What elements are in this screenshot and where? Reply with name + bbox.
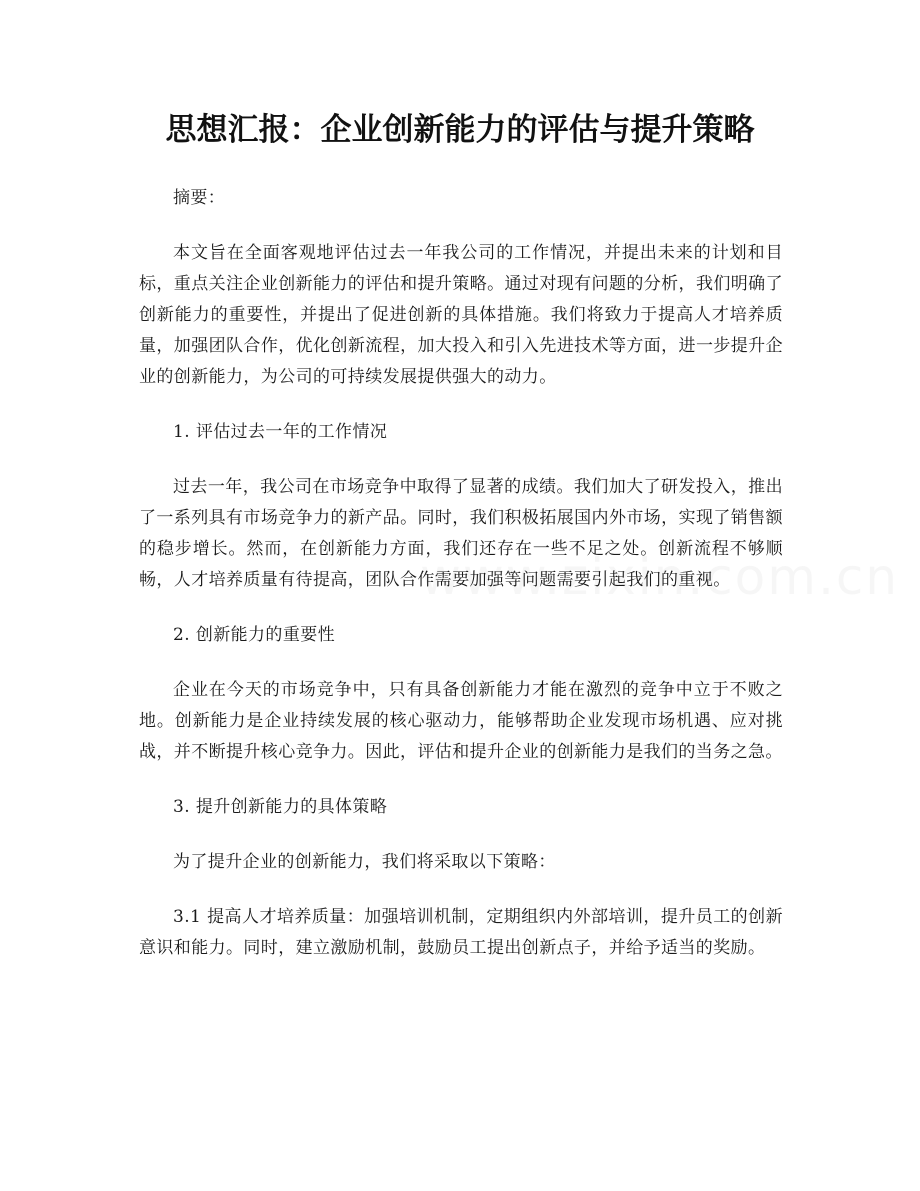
section-heading-3: 3. 提升创新能力的具体策略 <box>173 797 388 817</box>
document-title: 思想汇报：企业创新能力的评估与提升策略 <box>165 112 755 148</box>
abstract-paragraph: 本文旨在全面客观地评估过去一年我公司的工作情况，并提出未来的计划和目标，重点关注企业创新能力的评估和提升策略。通过对现有问题的分析，我们明确了创新能力的重要性，并提出了促进创新的具体措施。我们将致力于提高人才培养质量，加强团队合作，优化创新流程，加大投入和引入先进技术等方面，进一步提升企业的创新能力，为公司的可持续发展提供强大的动力。 <box>139 243 783 387</box>
section-3-1-paragraph: 3.1 提高人才培养质量：加强培训机制，定期组织内外部培训，提升员工的创新意识和能力。同时，建立激励机制，鼓励员工提出创新点子，并给予适当的奖励。 <box>139 907 783 958</box>
section-heading-2: 2. 创新能力的重要性 <box>173 625 336 645</box>
section-heading-1: 1. 评估过去一年的工作情况 <box>173 422 388 442</box>
section-2-paragraph: 企业在今天的市场竞争中，只有具备创新能力才能在激烈的竞争中立于不败之地。创新能力是企业持续发展的核心驱动力，能够帮助企业发现市场机遇、应对挑战，并不断提升核心竞争力。因此，评估和提升企业的创新能力是我们的当务之急。 <box>139 680 783 762</box>
section-3-intro: 为了提升企业的创新能力，我们将采取以下策略： <box>173 852 556 872</box>
document-body <box>139 183 783 988</box>
abstract-label: 摘要： <box>173 188 226 208</box>
section-1-paragraph: 过去一年，我公司在市场竞争中取得了显著的成绩。我们加大了研发投入，推出了一系列具有市场竞争力的新产品。同时，我们积极拓展国内外市场，实现了销售额的稳步增长。然而，在创新能力方面，我们还存在一些不足之处。创新流程不够顺畅，人才培养质量有待提高，团队合作需要加强等问题需要引起我们的重视。 <box>139 477 783 590</box>
